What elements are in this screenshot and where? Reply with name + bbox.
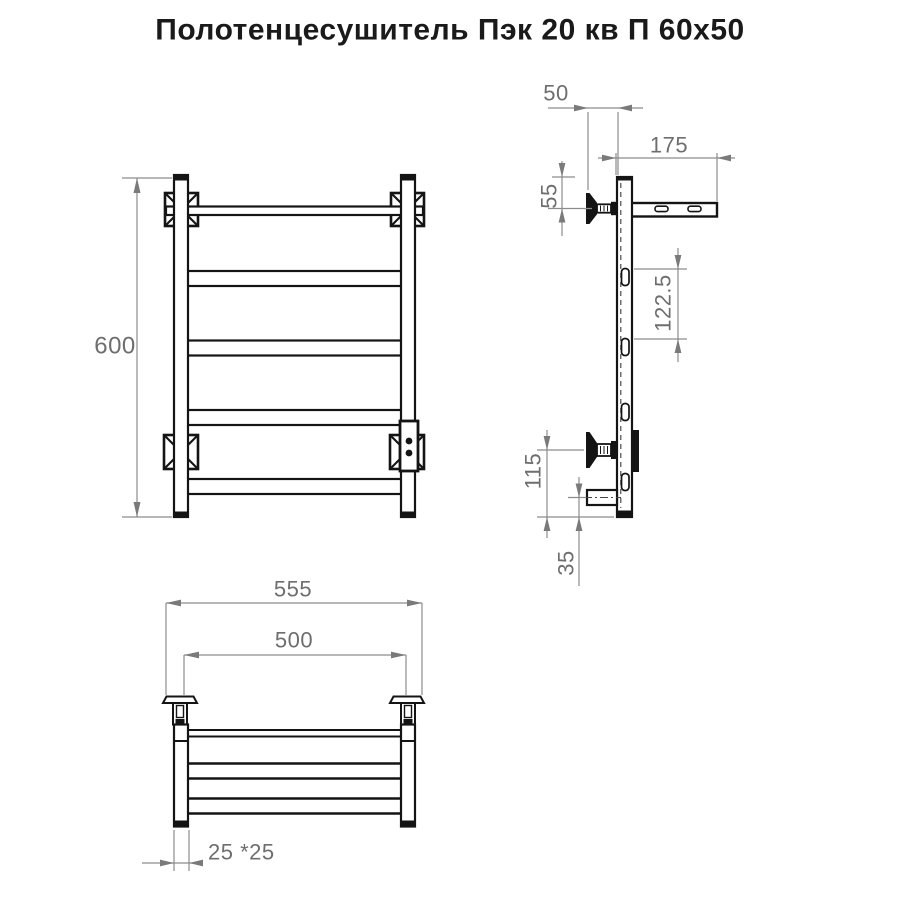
dim-label-depth-175: 175 bbox=[649, 132, 689, 158]
side-fastener-bottom bbox=[586, 432, 618, 468]
side-dimensions bbox=[537, 105, 735, 586]
dim-label-profile-25x25: 25 *25 bbox=[208, 839, 275, 865]
dim-label-mount-span-500: 500 bbox=[274, 627, 314, 653]
dim-label-overall-width-555: 555 bbox=[273, 576, 313, 602]
top-view-right-assembly bbox=[390, 697, 424, 827]
contact-dot bbox=[406, 450, 413, 457]
top-view-top-rail bbox=[188, 730, 401, 737]
top-view-left-assembly bbox=[163, 697, 197, 827]
top-view bbox=[163, 697, 424, 827]
dim-label-rung-spacing-122-5: 122.5 bbox=[650, 274, 676, 332]
drawing-title: Полотенцесушитель Пэк 20 кв П 60х50 bbox=[155, 13, 745, 47]
dim-label-wall-offset-50: 50 bbox=[543, 80, 569, 106]
side-electric-box bbox=[632, 430, 639, 472]
front-post-left bbox=[174, 175, 188, 517]
dim-label-bottom-bolt-115: 115 bbox=[520, 452, 546, 490]
front-electric-box bbox=[400, 421, 418, 471]
side-view bbox=[584, 177, 717, 517]
front-top-rail bbox=[166, 207, 423, 216]
side-cable-stub bbox=[584, 490, 621, 505]
contact-dot bbox=[406, 438, 413, 445]
dim-label-height-600: 600 bbox=[94, 332, 136, 360]
front-rungs bbox=[181, 271, 408, 494]
dim-label-cable-offset-35: 35 bbox=[553, 550, 579, 576]
side-bracket-arm bbox=[632, 203, 718, 217]
top-view-rail-bars bbox=[188, 764, 401, 814]
front-view bbox=[164, 175, 424, 517]
dim-label-top-bolt-55: 55 bbox=[536, 183, 562, 209]
